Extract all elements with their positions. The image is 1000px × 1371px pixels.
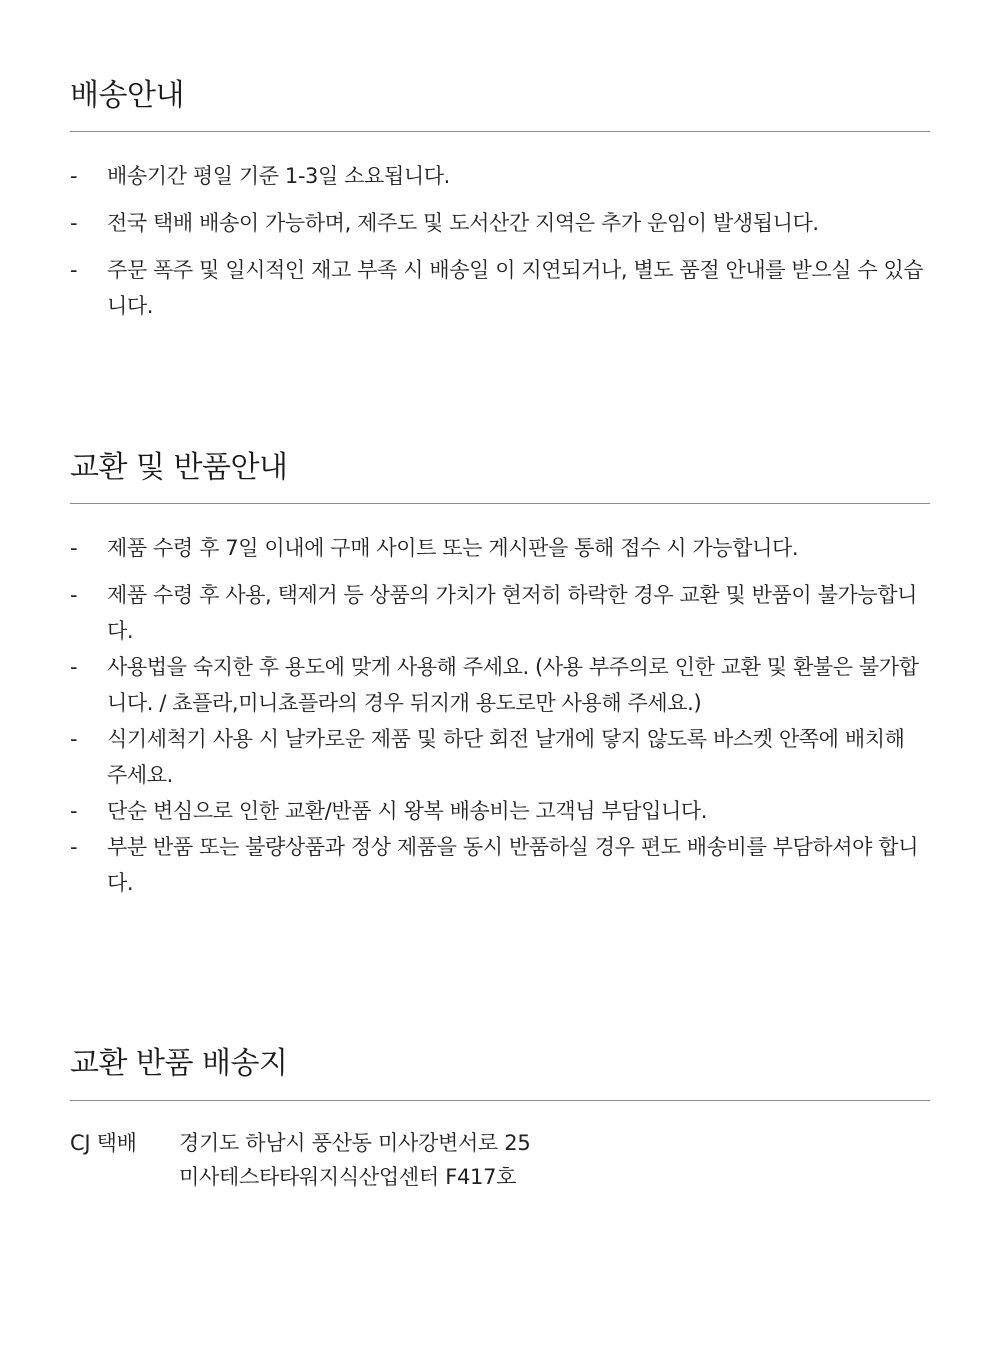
list-item: - 제품 수령 후 사용, 택제거 등 상품의 가치가 현저히 하락한 경우 교환 및 반품이 불가능합니다.: [70, 583, 918, 643]
list-item: - 부분 반품 또는 불량상품과 정상 제품을 동시 반품하실 경우 편도 배송비를 부담하셔야 합니다.: [70, 835, 919, 895]
shipping-divider: [70, 131, 930, 132]
address-line-2: 미사테스타타워지식산업센터 F417호: [179, 1165, 517, 1189]
returns-section: [70, 446, 930, 895]
list-item: - 배송기간 평일 기준 1-3일 소요됩니다.: [70, 164, 450, 188]
return-address-divider: [70, 1100, 930, 1101]
shipping-title: 배송안내: [70, 78, 184, 113]
return-address-section: [70, 1042, 930, 1189]
returns-divider: [70, 503, 930, 504]
address-line-1: 경기도 하남시 풍산동 미사강변서로 25: [179, 1131, 531, 1155]
list-item: - 사용법을 숙지한 후 용도에 맞게 사용해 주세요. (사용 부주의로 인한 교환 및 환불은 불가합니다. / 쵸플라,미니쵸플라의 경우 뒤지개 용도로만 사용해 주세요.): [70, 655, 919, 715]
list-item: - 제품 수령 후 7일 이내에 구매 사이트 또는 게시판을 통해 접수 시 가능합니다.: [70, 536, 799, 560]
return-address-title: 교환 반품 배송지: [70, 1046, 288, 1081]
list-item: - 단순 변심으로 인한 교환/반품 시 왕복 배송비는 고객님 부담입니다.: [70, 799, 708, 823]
carrier-label: CJ 택배: [70, 1131, 137, 1155]
returns-list: [70, 530, 930, 901]
shipping-section: [70, 74, 930, 318]
list-item: - 식기세척기 사용 시 날카로운 제품 및 하단 회전 날개에 닿지 않도록 바스켓 안쪽에 배치해 주세요.: [70, 727, 905, 787]
list-item: - 주문 폭주 및 일시적인 재고 부족 시 배송일 이 지연되거나, 별도 품절 안내를 받으실 수 있습니다.: [70, 258, 924, 318]
returns-title: 교환 및 반품안내: [70, 450, 288, 485]
list-item: - 전국 택배 배송이 가능하며, 제주도 및 도서산간 지역은 추가 운임이 발생됩니다.: [70, 211, 819, 235]
shipping-list: [70, 158, 930, 324]
return-address: [179, 1126, 879, 1194]
